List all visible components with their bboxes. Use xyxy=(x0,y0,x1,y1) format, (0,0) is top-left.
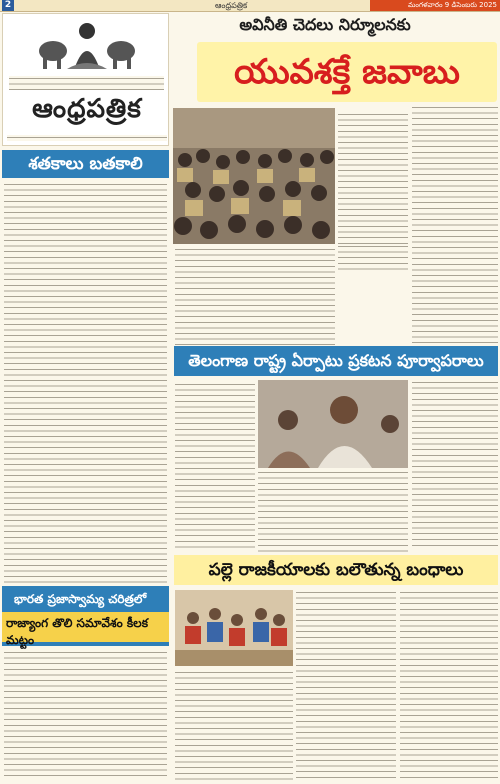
article-body xyxy=(175,382,255,550)
article-body xyxy=(175,247,335,345)
leader-photo xyxy=(258,380,408,468)
section-title: శతకాలు బతకాలి xyxy=(28,154,143,174)
article-body xyxy=(400,590,498,782)
history-headline-line2: రాజ్యాంగ తొలి సమావేశం కీలక మట్టం xyxy=(6,616,148,647)
telangana-headline: తెలంగాణ రాష్ట్ర ఏర్పాటు ప్రకటన పూర్వాపరాలు xyxy=(188,351,484,370)
article-body xyxy=(4,650,167,780)
page-number: 2 xyxy=(2,0,14,11)
article-body xyxy=(258,470,408,552)
byline xyxy=(412,543,498,549)
village-headline-box xyxy=(174,555,498,585)
article-body xyxy=(175,670,293,782)
article-body xyxy=(412,380,498,542)
article-body xyxy=(338,244,408,274)
telangana-headline-box xyxy=(174,346,498,376)
section-title-box xyxy=(2,150,169,178)
lead-headline: యువశక్తే జవాబు xyxy=(234,52,460,92)
article-body xyxy=(4,182,167,584)
history-headline-line1: భారత ప్రజాస్వామ్య చరిత్రలో xyxy=(14,592,147,606)
paper-name: ఆంధ్రపత్రిక xyxy=(32,94,142,124)
tagline xyxy=(7,135,167,141)
article-body xyxy=(412,105,498,345)
article-body xyxy=(338,112,408,244)
running-head: ఆంధ్రపత్రిక xyxy=(215,1,248,10)
motto-text xyxy=(9,76,164,90)
crowd-photo xyxy=(173,108,335,244)
lead-headline-box xyxy=(197,42,497,102)
lead-kicker: అవినీతి చెదలు నిర్మూలనకు xyxy=(239,15,411,34)
date-line: మంగళవారం 9 డిసెంబరు 2025 xyxy=(370,0,500,11)
emblem-icon xyxy=(37,17,137,73)
village-meeting-photo xyxy=(175,590,293,666)
masthead xyxy=(2,13,169,146)
village-headline: పల్లె రాజకీయాలకు బలౌతున్న బంధాలు xyxy=(208,560,464,580)
article-body xyxy=(296,590,396,782)
history-headline-box xyxy=(2,586,169,646)
